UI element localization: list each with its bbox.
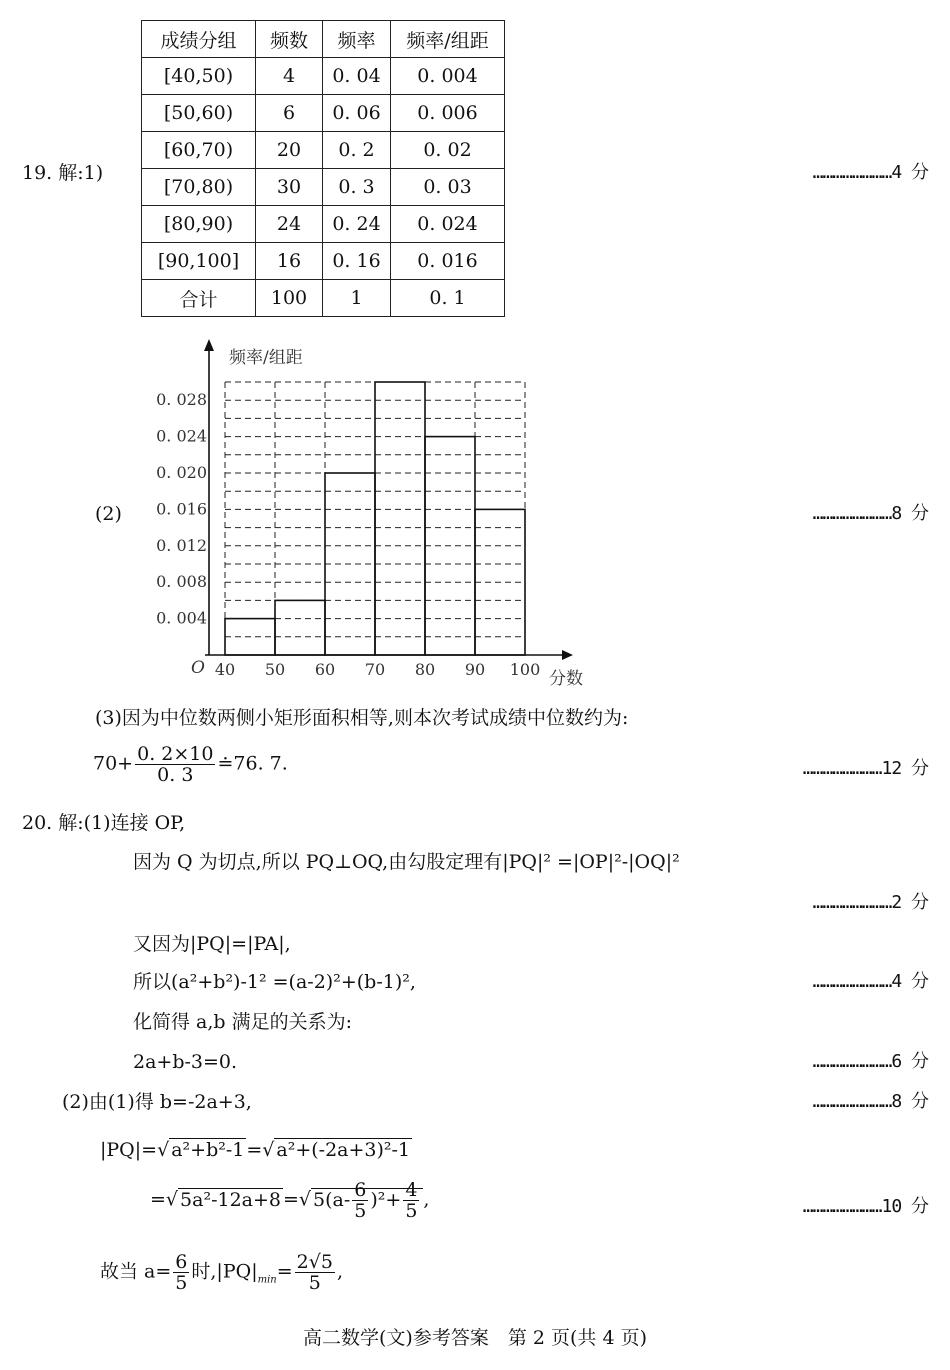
table-row — [142, 58, 505, 95]
formula-text: 时,|PQ| — [191, 1260, 258, 1283]
y-tick-label: 0. 024 — [156, 426, 207, 446]
y-tick-label: 0. 020 — [156, 463, 207, 482]
table-cell: 0. 16 — [323, 243, 391, 280]
table-cell: 0. 04 — [323, 58, 391, 95]
table-cell: 0. 016 — [391, 243, 505, 280]
y-tick-label: 0. 012 — [156, 535, 207, 555]
subscript: min — [257, 1274, 277, 1286]
fraction-denominator: 5 — [175, 1272, 188, 1294]
score-marker: ……………………2 分 — [812, 892, 928, 913]
x-tick-label: 50 — [264, 660, 286, 679]
formula-fraction — [173, 1252, 189, 1293]
y-tick-label: 0. 008 — [156, 572, 207, 592]
table-cell: 16 — [256, 243, 323, 280]
table-cell: 0. 006 — [391, 95, 505, 132]
fraction-numerator: 0. 2×10 — [137, 743, 214, 765]
table-cell: 0. 24 — [323, 206, 391, 243]
table-cell: 0. 1 — [391, 280, 505, 317]
table-cell: 4 — [256, 58, 323, 95]
q20-label: 20. 解:(1)连接 OP, — [22, 812, 186, 834]
table-cell: 20 — [256, 132, 323, 169]
table-row — [142, 243, 505, 280]
table-cell: 0. 03 — [391, 169, 505, 206]
q20-line: 所以(a²+b²)-1² =(a-2)²+(b-1)², — [133, 971, 416, 993]
fraction-numerator: 6 — [175, 1251, 188, 1273]
q20-line: 2a+b-3=0. — [133, 1051, 238, 1073]
x-axis-arrow — [562, 650, 573, 660]
q20-line: 因为 Q 为切点,所以 PQ⊥OQ,由勾股定理有|PQ|² =|OP|²-|OQ|² — [133, 851, 680, 873]
x-tick-label: 90 — [464, 660, 486, 679]
score-marker: ……………………4 分 — [812, 971, 928, 992]
pq-formula-line: |PQ|=√ a²+b²-1 =√ a²+(-2a+3)²-1 — [100, 1139, 411, 1161]
fraction-denominator: 5 — [405, 1200, 418, 1222]
score-marker: ……………………10 分 — [802, 1196, 928, 1217]
q19-label: 19. 解:1) — [22, 162, 104, 184]
formula-fraction — [352, 1180, 368, 1221]
histogram-bar — [275, 600, 325, 655]
table-cell: 0. 02 — [391, 132, 505, 169]
table-cell: 合计 — [142, 280, 256, 317]
formula-text: 故当 a= — [100, 1260, 172, 1283]
min-result-line — [100, 1252, 343, 1293]
fraction-denominator: 0. 3 — [157, 764, 194, 786]
formula-suffix: ≐76. 7. — [217, 752, 288, 775]
frequency-table — [141, 20, 505, 317]
pq-formula-line2: =√ 5a²-12a+8 =√ 5(a- $\frac{6}{5}$ )²+ $\frac{4}{5}$ , — [150, 1179, 430, 1222]
table-row — [142, 169, 505, 206]
x-tick-label: 100 — [509, 660, 541, 679]
table-row — [142, 95, 505, 132]
x-tick-label: 60 — [314, 660, 336, 679]
part3-text: (3)因为中位数两侧小矩形面积相等,则本次考试成绩中位数约为: — [95, 707, 629, 729]
formula-fraction — [135, 744, 215, 785]
table-header-row — [142, 21, 505, 58]
formula-text: , — [336, 1260, 343, 1283]
q20-line: (2)由(1)得 b=-2a+3, — [62, 1091, 252, 1113]
y-tick-label: 0. 004 — [156, 608, 207, 628]
radicand: a²+(-2a+3)²-1 — [276, 1139, 411, 1161]
radicand: a²+b²-1 — [171, 1139, 245, 1161]
table-cell: [40,50) — [142, 58, 256, 95]
radicand: 5a²-12a+8 — [180, 1188, 281, 1211]
table-cell: 0. 024 — [391, 206, 505, 243]
formula-text: = — [246, 1139, 263, 1161]
fraction-numerator: 6 — [354, 1179, 367, 1201]
table-cell: 0. 06 — [323, 95, 391, 132]
table-cell: 30 — [256, 169, 323, 206]
table-cell: 1 — [323, 280, 391, 317]
histogram-bar — [375, 382, 425, 655]
table-cell: [60,70) — [142, 132, 256, 169]
table-row — [142, 132, 505, 169]
score-marker: ……………………8 分 — [812, 503, 928, 524]
table-cell: [90,100] — [142, 243, 256, 280]
formula-text: = — [283, 1188, 299, 1211]
origin-label: O — [191, 658, 205, 678]
table-cell: [80,90) — [142, 206, 256, 243]
score-marker: ……………………8 分 — [812, 1091, 928, 1112]
table-header: 频率/组距 — [391, 21, 505, 58]
formula-text: , — [423, 1188, 430, 1211]
fraction-numerator: 4 — [405, 1179, 418, 1201]
y-tick-label: 0. 016 — [156, 499, 207, 519]
formula-fraction — [295, 1252, 335, 1293]
formula-prefix: 70+ — [93, 752, 134, 775]
formula-text: = — [150, 1188, 166, 1211]
x-tick-label: 80 — [414, 660, 436, 679]
part2-label: (2) — [95, 503, 122, 525]
table-cell: [50,60) — [142, 95, 256, 132]
formula-text: 5(a- — [313, 1188, 351, 1211]
x-tick-label: 70 — [364, 660, 386, 679]
median-formula — [93, 744, 288, 785]
formula-text: )²+ — [370, 1188, 402, 1211]
histogram-chart — [145, 335, 585, 695]
table-header: 频数 — [256, 21, 323, 58]
y-tick-label: 0. 028 — [156, 390, 207, 410]
table-cell: 100 — [256, 280, 323, 317]
formula-fraction — [403, 1180, 419, 1221]
table-cell: 6 — [256, 95, 323, 132]
table-row — [142, 280, 505, 317]
table-header: 成绩分组 — [142, 21, 256, 58]
formula-text: |PQ|= — [100, 1139, 158, 1161]
table-header: 频率 — [323, 21, 391, 58]
score-marker: ……………………4 分 — [812, 162, 928, 183]
fraction-denominator: 5 — [308, 1272, 321, 1294]
table-cell: 0. 2 — [323, 132, 391, 169]
x-tick-label: 40 — [214, 660, 236, 679]
formula-text: = — [276, 1260, 293, 1283]
radicand-compound — [311, 1179, 423, 1222]
q20-line: 又因为|PQ|=|PA|, — [133, 933, 291, 955]
table-row — [142, 206, 505, 243]
x-axis-label: 分数 — [549, 669, 583, 689]
table-cell: 0. 004 — [391, 58, 505, 95]
score-marker: ……………………6 分 — [812, 1051, 928, 1072]
q20-line: 化简得 a,b 满足的关系为: — [133, 1011, 353, 1033]
score-marker: ……………………12 分 — [802, 758, 928, 779]
y-axis-arrow — [204, 339, 214, 351]
fraction-denominator: 5 — [354, 1200, 367, 1222]
table-cell: [70,80) — [142, 169, 256, 206]
y-axis-label: 频率/组距 — [229, 348, 303, 368]
table-cell: 24 — [256, 206, 323, 243]
table-cell: 0. 3 — [323, 169, 391, 206]
fraction-numerator: 2√5 — [296, 1251, 333, 1273]
page-footer: 高二数学(文)参考答案 第 2 页(共 4 页) — [303, 1327, 647, 1349]
